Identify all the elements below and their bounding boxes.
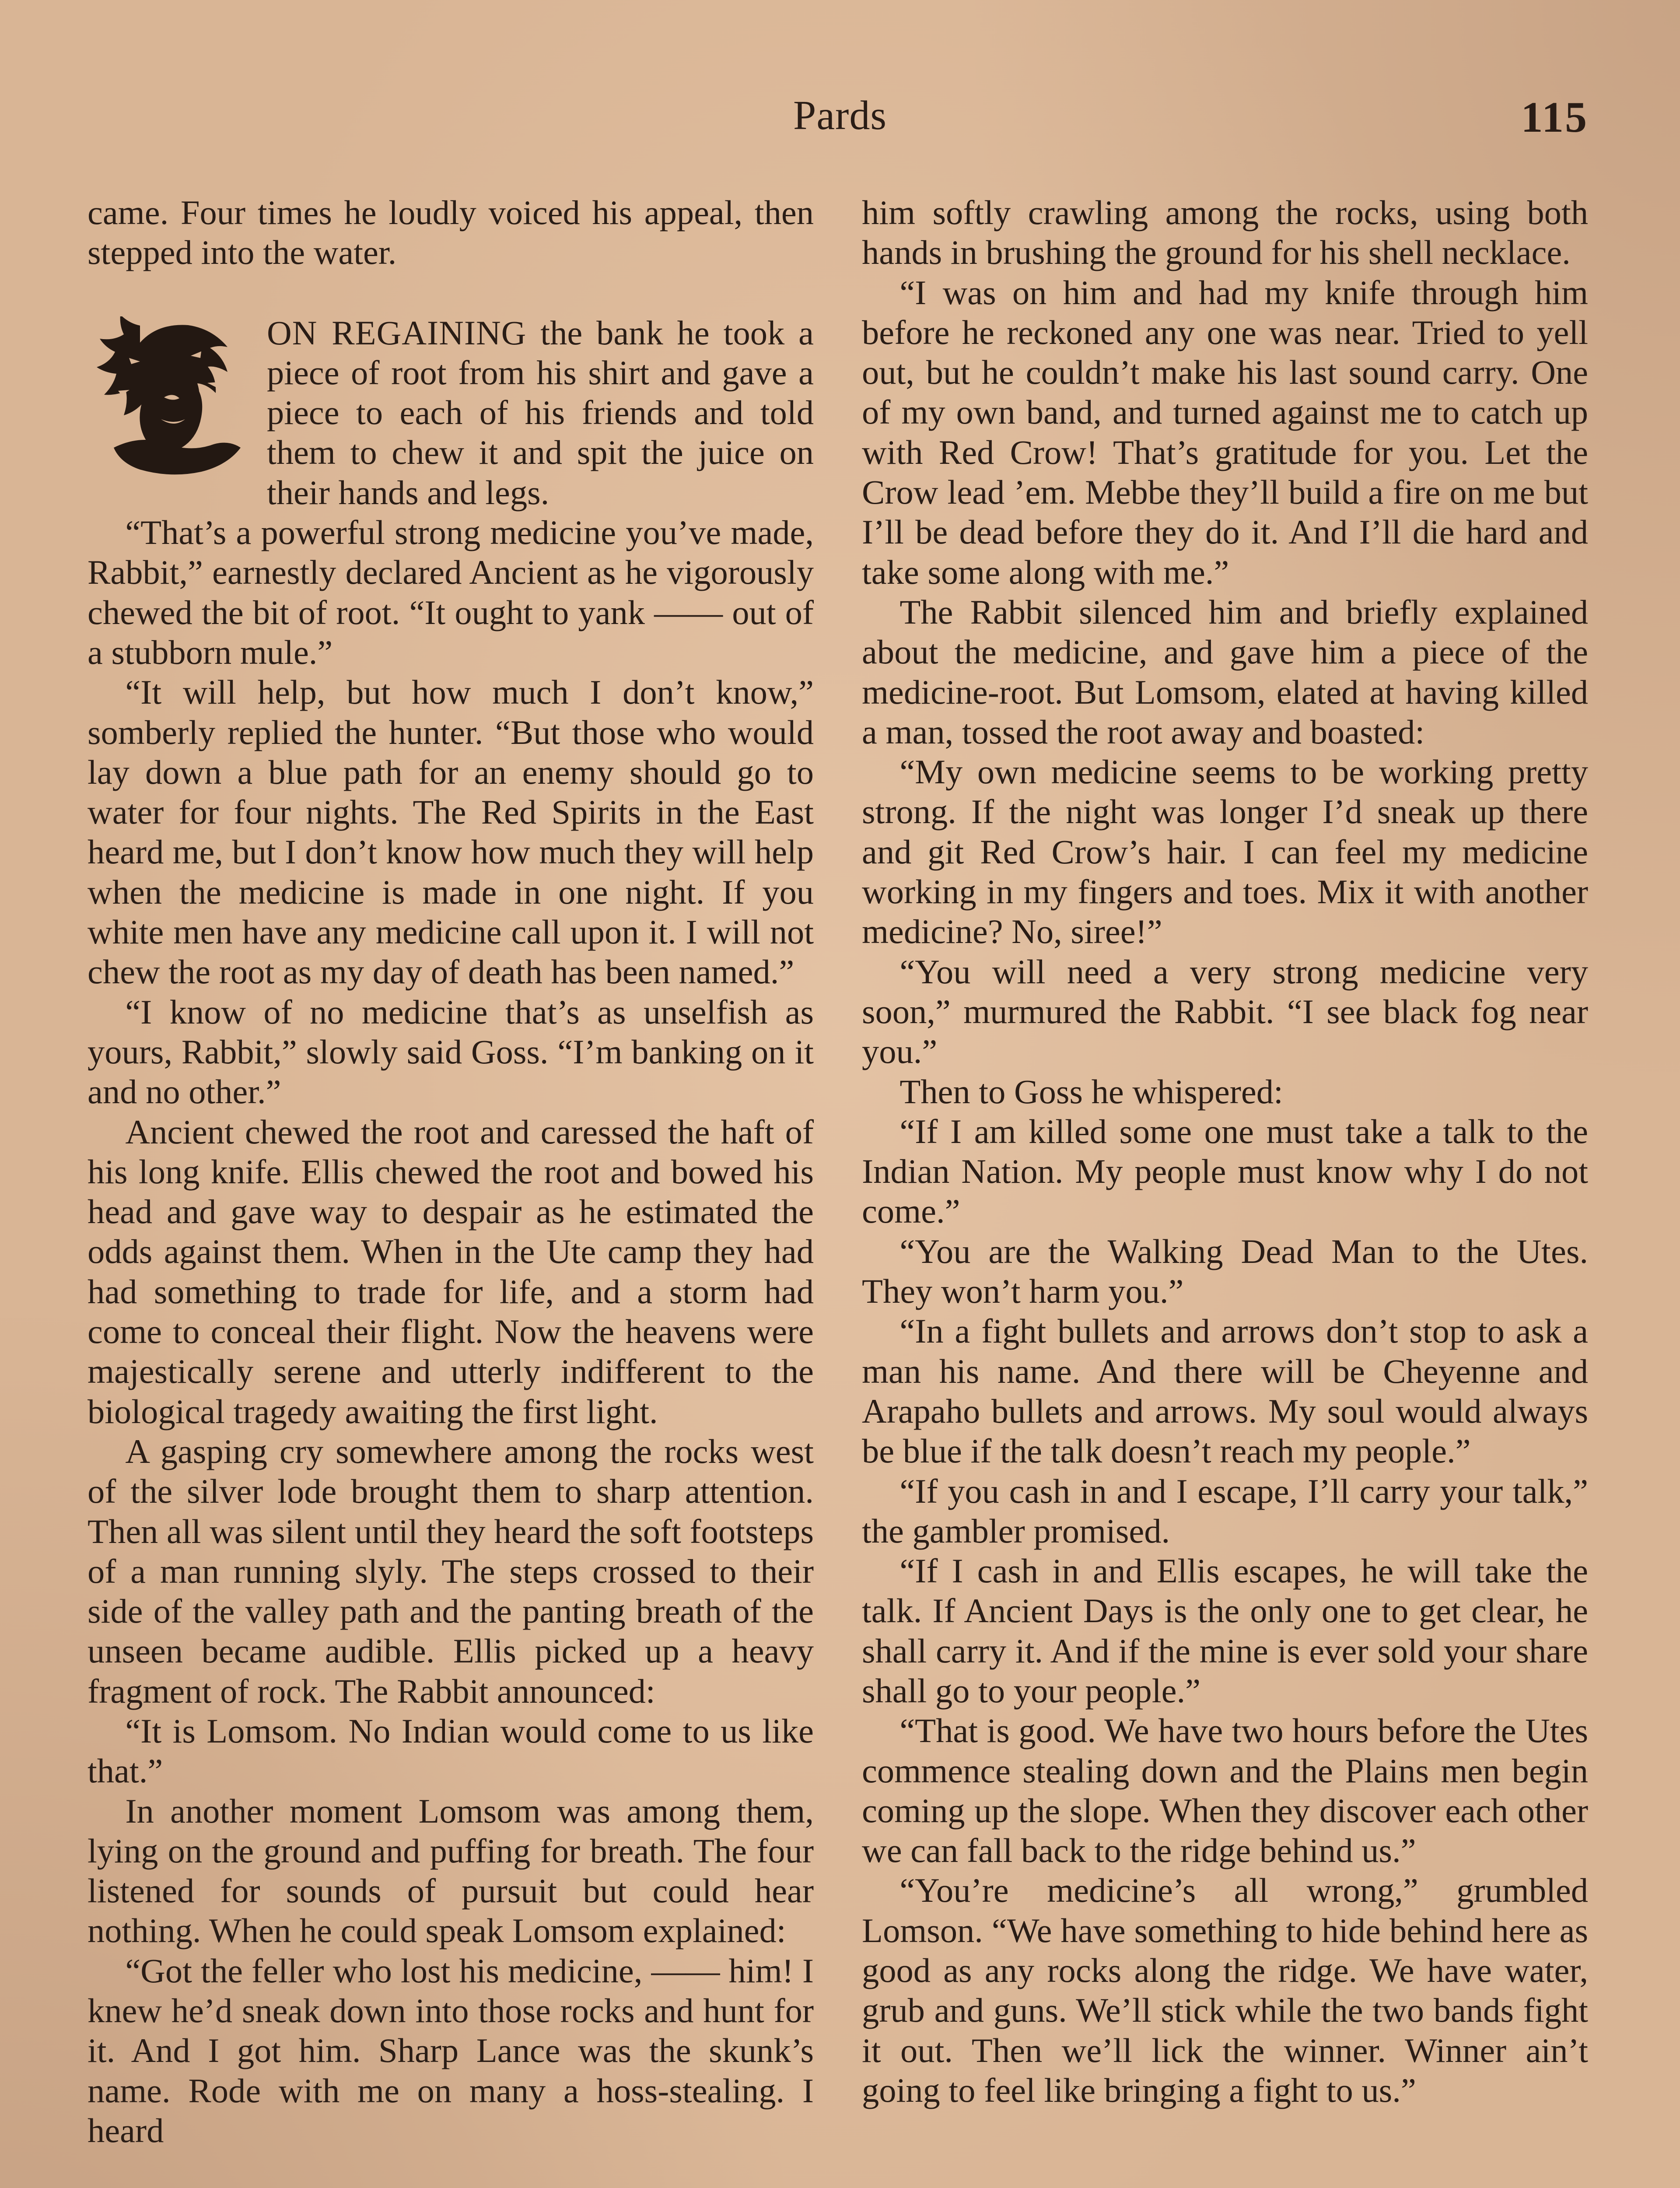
section-start-paragraph [88, 313, 814, 512]
paragraph: “If I am killed some one must take a talk to the Indian Nation. My people must know why I do not come.” [862, 1112, 1588, 1231]
section-lead-in: ON REGAINING [267, 313, 527, 352]
paragraph: “It is Lomsom. No Indian would come to us like that.” [88, 1711, 814, 1790]
indian-headdress-icon [88, 316, 249, 487]
paragraph: “You’re medicine’s all wrong,” grumbled Lomson. “We have something to hide behind here as good as any rocks along the ridge. We have water, grub and guns. We’ll stick while the two bands fight it out. Then we’ll lick the winner. Winner ain’t going to feel like bringing a fight to us.” [862, 1871, 1588, 2109]
running-head [0, 92, 1680, 153]
paragraph: “I was on him and had my knife through him before he reckoned any one was near. Tried to yell out, but he couldn’t make his last sound carry. One of my own band, and turned against me to catch up with Red Crow! That’s gratitude for you. Let the Crow lead ’em. Mebbe they’ll build a fire on me but I’ll be dead before they do it. And I’ll die hard and take some along with me.” [862, 273, 1588, 591]
left-column [88, 193, 814, 2150]
paragraph: “My own medicine seems to be working pretty strong. If the night was longer I’d sneak up there and git Red Crow’s hair. I can feel my medicine working in my fingers and toes. Mix it with another medicine? No, siree!” [862, 753, 1588, 951]
running-title: Pards [793, 93, 887, 138]
paragraph: “You will need a very strong medicine very soon,” murmured the Rabbit. “I see black fog near you.” [862, 952, 1588, 1071]
paragraph: “If I cash in and Ellis escapes, he will take the talk. If Ancient Days is the only one to get clear, he shall carry it. And if the mine is ever sold your share shall go to your people.” [862, 1552, 1588, 1710]
section-first-paragraph: the bank he took a piece of root from his shirt and gave a piece to each of his friends and told them to chew it and spit the juice on their hands and legs. [267, 313, 814, 512]
paragraph: A gasping cry somewhere among the rocks west of the silver lode brought them to sharp attention. Then all was silent until they heard the soft footsteps of a man running slyly. The steps crossed to their side of the valley path and the panting breath of the unseen became audible. Ellis picked up a heavy fragment of rock. The Rabbit announced: [88, 1432, 814, 1710]
paragraph: “If you cash in and I escape, I’ll carry your talk,” the gambler promised. [862, 1472, 1588, 1550]
paragraph: “You are the Walking Dead Man to the Utes. They won’t harm you.” [862, 1232, 1588, 1311]
paragraph: “That is good. We have two hours before the Utes commence stealing down and the Plains men begin coming up the slope. When they discover each other we can fall back to the ridge behind us.” [862, 1711, 1588, 1870]
paragraph: “I know of no medicine that’s as unselfish as yours, Rabbit,” slowly said Goss. “I’m banking on it and no other.” [88, 992, 814, 1111]
paragraph: In another moment Lomsom was among them, lying on the ground and puffing for breath. The four listened for sounds of pursuit but could hear nothing. When he could speak Lomsom explained: [88, 1792, 814, 1950]
right-column [862, 193, 1588, 2110]
page-number: 115 [1521, 93, 1588, 141]
paragraph: him softly crawling among the rocks, using both hands in brushing the ground for his shell necklace. [862, 193, 1588, 272]
paragraph: “In a fight bullets and arrows don’t stop to ask a man his name. And there will be Cheyenne and Arapaho bullets and arrows. My soul would always be blue if the talk doesn’t reach my people.” [862, 1312, 1588, 1470]
paragraph: “It will help, but how much I don’t know,” somberly replied the hunter. “But those who would lay down a blue path for an enemy should go to water for four nights. The Red Spirits in the East heard me, but I don’t know how much they will help when the medicine is made in one night. If you white men have any medicine call upon it. I will not chew the root as my day of death has been named.” [88, 673, 814, 991]
paragraph: came. Four times he loudly voiced his appeal, then stepped into the water. [88, 193, 814, 272]
paragraph: Ancient chewed the root and caressed the haft of his long knife. Ellis chewed the root and bowed his head and gave way to despair as he estimated the odds against them. When in the Ute camp they had had something to trade for life, and a storm had come to conceal their flight. Now the heavens were majestically serene and utterly indifferent to the biological tragedy awaiting the first light. [88, 1112, 814, 1431]
paragraph: The Rabbit silenced him and briefly explained about the medicine, and gave him a piece of the medicine-root. But Lomsom, elated at having killed a man, tossed the root away and boasted: [862, 593, 1588, 751]
paragraph: “That’s a powerful strong medicine you’ve made, Rabbit,” earnestly declared Ancient as he vigorously chewed the bit of root. “It ought to yank —— out of a stubborn mule.” [88, 513, 814, 671]
paragraph: Then to Goss he whispered: [900, 1072, 1283, 1111]
paragraph: “Got the feller who lost his medicine, —— him! I knew he’d sneak down into those rocks and hunt for it. And I got him. Sharp Lance was the skunk’s name. Rode with me on many a hoss-stealing. I heard [88, 1951, 814, 2149]
